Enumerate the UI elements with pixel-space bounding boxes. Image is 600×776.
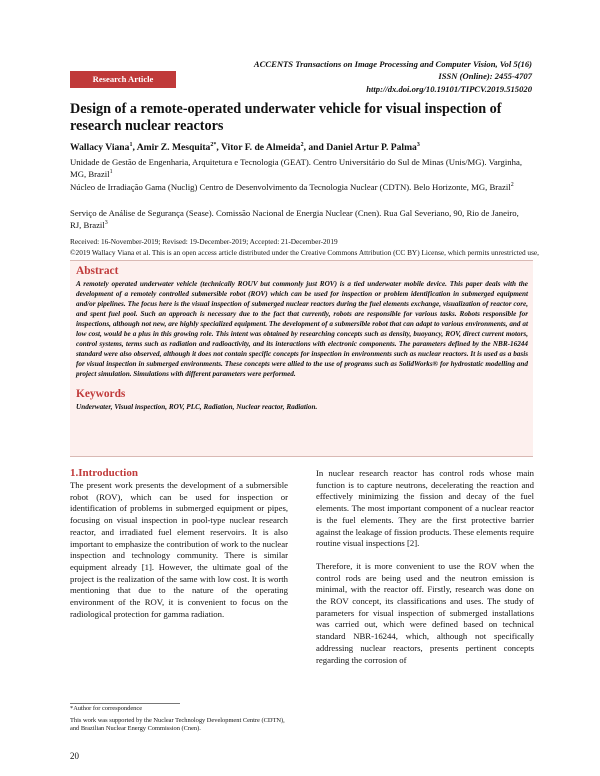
license-text: ©2019 Wallacy Viana et al. This is an open access article distributed under the Creative Commons Attribution (CC BY) License, which permits unrestricted use, (70, 247, 539, 257)
paper-title: Design of a remote-operated underwater vehicle for visual inspection of research nuclear reactors (70, 101, 502, 134)
affiliation-sup: 1 (109, 169, 113, 176)
abstract-box (70, 260, 533, 457)
affiliation-text: Serviço de Análise de Segurança (Sease). Comissão Nacional de Energia Nuclear (Cnen). Rua Gal Severiano, 90, Rio de Janeiro, RJ, Brazil (70, 208, 519, 230)
author-name: Wallacy Viana (70, 142, 130, 153)
affiliation-text: Núcleo de Irradiação Gama (Nuclig) Centro de Desenvolvimento da Tecnologia Nuclear (CDTN). Belo Horizonte, MG, Brazil (70, 182, 511, 192)
keywords-heading: Keywords (76, 388, 126, 401)
abstract-heading: Abstract (76, 265, 119, 277)
author-separator: , (216, 142, 221, 153)
author-sup: 2 (300, 141, 304, 148)
right-column (316, 468, 534, 666)
journal-issn: ISSN (Online): 2455-4707 (438, 71, 532, 82)
affiliation-text: Unidade de Gestão de Engenharia, Arquitetura e Tecnologia (GEAT). Centro Universitário do Sul de Minas (Unis/MG). Varginha, MG, Brazil (70, 157, 522, 179)
affiliation-sup: 2 (510, 182, 514, 189)
body-paragraph: The present work presents the development of a submersible robot (ROV), which can be used for inspection or identification of problems in submerged equipment or pipes, focusing on visual inspection in pool-type nuclear research reactor, and irradiated fuel element reservoirs. It is also important to emphasize the contribution of work to the nuclear inspection and technology community. There is similar equipment already [1]. However, the ultimate goal of the project is the realization of the same with low cost. It is worth mentioning that due to the nature of the operating environment of the ROV, it is convenient to focus on the radiological protection for gamma radiation. (70, 480, 288, 619)
author-sup: 2* (210, 141, 217, 148)
affiliation (70, 207, 530, 231)
footnote-divider (70, 703, 180, 704)
affiliation (70, 181, 530, 193)
footnote-corresponding: *Author for correspondence (70, 705, 143, 712)
author-name: Amir Z. Mesquita (136, 142, 211, 153)
article-type-badge: Research Article (70, 71, 176, 88)
author-list (70, 142, 540, 153)
history-dates: Received: 16-November-2019; Revised: 19-December-2019; Accepted: 21-December-2019 (70, 237, 338, 246)
left-column (70, 466, 288, 620)
author-separator: , and (303, 142, 327, 153)
body-paragraph: In nuclear research reactor has control rods whose main function is to capture neutrons, decelerating the reaction and effectively minimizing the fission and decay of the fuel elements. The most important component of a nuclear reactor is the fuel elements. They are the first protective barrier against the leakage of fission products. These elements require routine visual inspections [2]. (316, 468, 534, 549)
author-name: Vitor F. de Almeida (220, 142, 301, 153)
page-number: 20 (70, 751, 79, 761)
journal-doi[interactable]: http://dx.doi.org/10.19101/TIPCV.2019.515020 (366, 83, 532, 94)
journal-header (212, 58, 532, 95)
abstract-text: A remotely operated underwater vehicle (technically ROUV but commonly just ROV) is a tied underwater mobile device. This paper deals with the development of a remotely controlled submersible robot (ROV) which can be used for inspection or problem identification in submerged equipment and/or pipelines. The focus here is the visual inspection of submerged nuclear reactors during the fuel elements exchange, visualization of reactor core, and spent fuel pool. Such an approach is necessary due to the fact that currently, robots are responsible for various tasks. Robots responsible for inspections, although not new, are highly specialized equipment. The development of a submersible robot that can adapt to various environments, and at low cost, would be a plus in this growing role. This intent was obtained by researching concepts such as density, buoyancy, ROV, direct current motors, control systems, terms such as radiation and radioactivity, and its interactions with electronic components. The parameters defined by the NBR-16244 standard were also observed, although it does not contain specific concepts for inspection in environments such as nuclear reactors. It is used as a basis for visual inspection in submerged environments. These concepts were allied to the use of programs such as SolidWorks® for hydrostatic modelling and project simulation. Simulations with different parameters were performed. (76, 280, 528, 379)
affiliation (70, 156, 530, 180)
author-sup: 1 (129, 141, 133, 148)
footnotes (70, 705, 288, 734)
author-separator: , (132, 142, 137, 153)
body-paragraph: Therefore, it is more convenient to use the ROV when the control rods are being used and the neutron emission is minimal, with the reactor off. Firstly, research was done on the ROV concept, its classifications and uses. The study of parameters for visual inspection of submerged installations was carried out, which were defined based on technical standard NBR-16244, which, although not specifically addressing nuclear reactors, presents pertinent concepts regarding the corrosion of (316, 560, 534, 665)
footnote-funding: This work was supported by the Nuclear Technology Development Centre (CDTN), and Brazilian Nuclear Energy Commission (Cnen). (70, 717, 285, 733)
affiliation-sup: 3 (104, 220, 108, 227)
section-heading-introduction: 1.Introduction (70, 467, 138, 479)
author-sup: 3 (416, 141, 420, 148)
journal-name: ACCENTS Transactions on Image Processing and Computer Vision, Vol 5(16) (253, 59, 532, 69)
author-name: Daniel Artur P. Palma (326, 142, 417, 153)
keywords-text: Underwater, Visual inspection, ROV, PLC, Radiation, Nuclear reactor, Radiation. (76, 403, 318, 412)
